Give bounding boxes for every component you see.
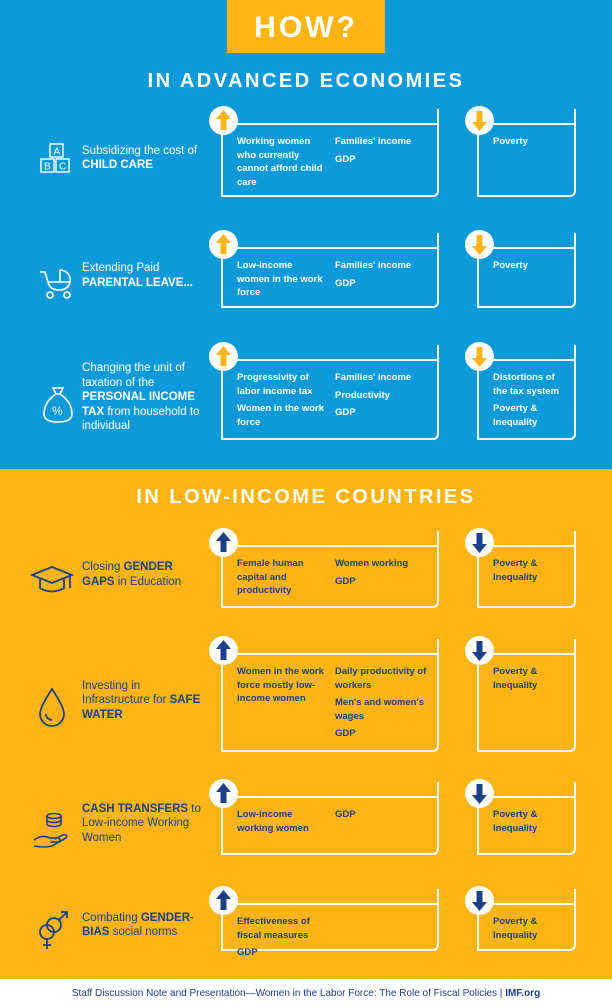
effect-item: Women in the work force mostly low-income women: [237, 666, 324, 704]
effect-list: [493, 259, 571, 273]
effect-item: Poverty: [493, 260, 528, 271]
effect-item: Poverty & Inequality: [493, 558, 538, 583]
effect-list: [237, 371, 325, 429]
effect-item: Daily productivity of workers: [335, 666, 427, 691]
policy-label-emphasis: PERSONAL INCOME TAX: [82, 391, 195, 418]
money-bag-percent-icon: [36, 382, 80, 426]
advanced-section-title: IN ADVANCED ECONOMIES: [147, 70, 465, 92]
effect-list: [493, 915, 571, 942]
effect-list: [237, 135, 325, 189]
low-income-section: [0, 469, 612, 979]
effect-list: [237, 259, 325, 300]
effect-list: [335, 135, 431, 166]
effect-item: Poverty & Inequality: [493, 916, 538, 941]
policy-row: [0, 531, 612, 606]
policy-label-emphasis: SAFE WATER: [82, 694, 201, 721]
effect-item: GDP: [335, 809, 356, 820]
effect-item: Distortions of the tax system: [493, 372, 560, 397]
effect-item: Low-income working women: [237, 809, 309, 834]
effect-item: GDP: [237, 947, 258, 958]
policy-label-text: to Low-income Working Women: [82, 802, 201, 844]
down-arrow-icon: [465, 230, 494, 259]
effect-item: Female human capital and productivity: [237, 558, 304, 596]
effect-list: [237, 808, 325, 835]
effect-item: Women in the work force: [237, 403, 324, 428]
gender-symbols-icon: [30, 909, 74, 953]
effect-item: GDP: [335, 575, 356, 587]
footer-site-link[interactable]: IMF.org: [505, 988, 541, 999]
effect-list: [335, 808, 431, 822]
effect-list: [335, 259, 431, 290]
policy-label-emphasis: PARENTAL LEAVE...: [82, 276, 193, 289]
policy-label: [82, 639, 202, 750]
low-income-section-title: IN LOW-INCOME COUNTRIES: [136, 486, 476, 508]
policy-row: [0, 345, 612, 438]
up-arrow-icon: [209, 528, 238, 557]
effect-item: Women working: [335, 558, 409, 569]
effect-list: [335, 665, 431, 741]
policy-label-emphasis: CHILD CARE: [82, 159, 153, 171]
effect-list: [493, 665, 571, 692]
policy-label: [82, 531, 202, 606]
effect-item: Poverty & Inequality: [493, 666, 538, 691]
down-arrow-icon: [465, 106, 494, 135]
down-arrow-icon: [465, 636, 494, 665]
effect-item: GDP: [335, 728, 356, 739]
abc-blocks-icon: [36, 142, 80, 186]
effect-item: Progressivity of labor income tax: [237, 372, 313, 397]
policy-label-emphasis: GENDER GAPS: [82, 561, 173, 588]
header-title: HOW?: [227, 0, 385, 53]
policy-label-text: in Education: [114, 575, 182, 588]
effect-list: [493, 557, 571, 584]
effect-list: [493, 808, 571, 835]
policy-label-text: Investing in Infrastructure for: [82, 679, 170, 707]
svg-text:B: B: [44, 161, 51, 173]
effect-item: Working women who currently cannot afford child care: [237, 136, 323, 188]
down-arrow-icon: [465, 528, 494, 557]
effect-item: Effectiveness of fiscal measures: [237, 916, 310, 941]
policy-row: [0, 782, 612, 853]
policy-label-emphasis: CASH TRANSFERS: [82, 802, 189, 815]
effect-list: [237, 665, 325, 706]
effect-item: GDP: [335, 407, 356, 418]
down-arrow-icon: [465, 779, 494, 808]
policy-label: [82, 345, 202, 438]
policy-row: [0, 109, 612, 195]
effect-list: [335, 371, 431, 420]
effect-item: Families' income: [335, 372, 412, 383]
up-arrow-icon: [209, 779, 238, 808]
effect-item: Productivity: [335, 389, 390, 401]
up-arrow-icon: [209, 886, 238, 915]
effect-list: [237, 557, 325, 598]
policy-label: [82, 109, 202, 195]
effect-item: Poverty & Inequality: [493, 403, 538, 428]
policy-label-text: social norms: [109, 926, 178, 938]
svg-text:%: %: [52, 403, 63, 418]
policy-label-text: Subsidizing the cost of: [82, 144, 198, 157]
effect-item: Men's and women's wages: [335, 697, 424, 722]
effect-item: Families' income: [335, 260, 412, 271]
policy-row: [0, 233, 612, 306]
svg-text:A: A: [53, 146, 61, 158]
effect-list: [335, 557, 431, 588]
up-arrow-icon: [209, 342, 238, 371]
effect-item: Low-income women in the work force: [237, 260, 323, 298]
policy-row: [0, 889, 612, 958]
effect-item: GDP: [335, 277, 356, 289]
policy-label: [82, 889, 202, 949]
up-arrow-icon: [209, 230, 238, 259]
up-arrow-icon: [209, 106, 238, 135]
policy-label: [82, 782, 202, 853]
policy-label-emphasis: GENDER-BIAS: [82, 911, 194, 938]
water-drop-icon: [30, 685, 74, 729]
hand-coins-icon: [30, 808, 74, 852]
up-arrow-icon: [209, 636, 238, 665]
advanced-economies-section: [0, 0, 612, 469]
footer-text: Staff Discussion Note and Presentation—Women in the Labor Force: The Role of Fiscal Policies |: [71, 988, 506, 999]
policy-label-text: Changing the unit of taxation of the: [82, 362, 185, 389]
footer: [0, 979, 612, 1008]
policy-label: [82, 233, 202, 306]
effect-item: Poverty: [493, 136, 528, 147]
policy-label-text: from household to individual: [82, 405, 200, 433]
effect-list: [237, 915, 325, 960]
policy-label-text: Extending Paid: [82, 262, 160, 274]
policy-label-text: Combating: [82, 911, 141, 924]
graduation-cap-icon: [30, 559, 74, 603]
down-arrow-icon: [465, 886, 494, 915]
effect-item: Poverty & Inequality: [493, 809, 538, 834]
svg-text:C: C: [59, 161, 67, 173]
stroller-icon: [36, 260, 80, 304]
effect-list: [493, 371, 571, 429]
policy-row: [0, 639, 612, 750]
down-arrow-icon: [465, 342, 494, 371]
effect-item: GDP: [335, 153, 356, 165]
effect-item: Families' income: [335, 136, 412, 147]
effect-list: [493, 135, 571, 149]
policy-label-text: Closing: [82, 561, 124, 573]
